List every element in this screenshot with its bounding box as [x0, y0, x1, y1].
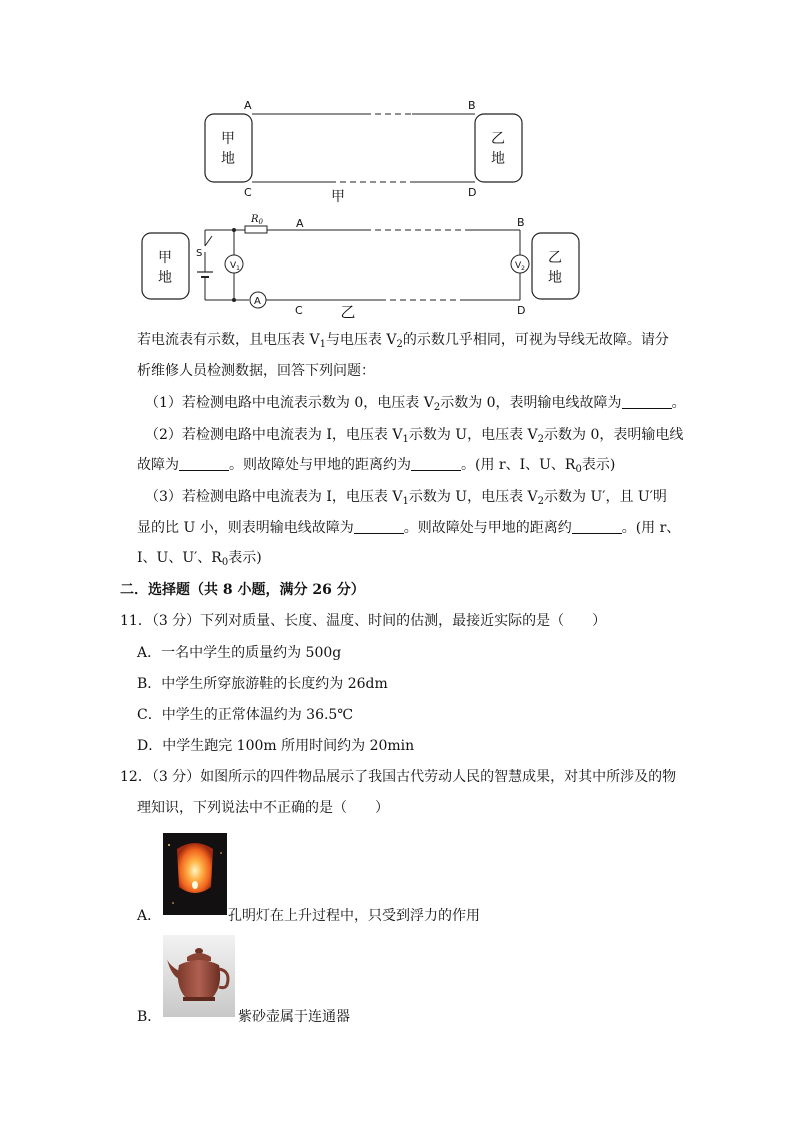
q12-option-a-text[interactable]: 孔明灯在上升过程中，只受到浮力的作用 [228, 908, 480, 924]
figure-yi-caption: 乙 [340, 303, 356, 320]
box-jia-right [475, 114, 522, 182]
box-jia-right-bottom: 地 [491, 151, 505, 167]
label-b: B [468, 99, 476, 112]
teapot-image [163, 935, 235, 1017]
answer-blank[interactable] [179, 456, 229, 471]
q12-option-b-letter[interactable]: B． [137, 1009, 162, 1025]
q11-option-a[interactable]: A．一名中学生的质量约为 500g [137, 645, 342, 661]
circuit-figures [0, 0, 794, 320]
figure-jia-caption: 甲 [331, 189, 345, 205]
junction-top [232, 228, 236, 232]
q11-option-d[interactable]: D．中学生跑完 100m 所用时间约为 20min [137, 738, 415, 754]
r0-resistor [245, 226, 267, 233]
answer-blank[interactable] [572, 519, 622, 534]
box-yi-left-bottom: 地 [158, 270, 172, 286]
box-yi-right-bottom: 地 [548, 270, 562, 286]
question-12-stem-line-2: 理知识，下列说法中不正确的是（ ） [137, 800, 389, 816]
section-heading: 二．选择题（共 8 小题，满分 26 分） [120, 582, 365, 598]
ammeter-label: A [254, 296, 261, 307]
q11-option-b[interactable]: B．中学生所穿旅游鞋的长度约为 26dm [137, 676, 388, 692]
box-jia-left-bottom: 地 [221, 151, 235, 167]
answer-blank[interactable] [411, 456, 461, 471]
v1-meter-label: $V_1$ [230, 261, 240, 272]
question-3-line-3: I、U、U′、$R_0$表示) [137, 550, 262, 568]
question-12-stem-line-1: 12．（3 分）如图所示的四件物品展示了我国古代劳动人民的智慧成果，对其中所涉及的物 [120, 769, 677, 785]
q11-option-c[interactable]: C．中学生的正常体温约为 36.5℃ [137, 707, 353, 723]
paragraph-line-2: 析维修人员检测数据，回答下列问题： [137, 363, 375, 379]
yi-label-a: A [296, 217, 304, 230]
box-jia-left [205, 114, 252, 182]
q12-option-b-text[interactable]: 紫砂壶属于连通器 [238, 1009, 350, 1025]
q12-option-a-letter[interactable]: A． [137, 908, 162, 924]
question-2-line-1: （2）若检测电路中电流表为 I，电压表 $V_1$示数为 U，电压表 $V_2$示数为 0，表明输电线 [145, 427, 684, 445]
box-yi-left-top: 甲 [158, 250, 172, 266]
v2-meter-label: $V_2$ [515, 261, 525, 272]
paragraph-line-1: 若电流表有示数，且电压表 $V_1$与电压表 $V_2$的示数几乎相同，可视为导线无故障。请分 [137, 332, 669, 350]
label-c: C [244, 186, 252, 199]
question-11-stem: 11．（3 分）下列对质量、长度、温度、时间的估测，最接近实际的是（ ） [120, 613, 607, 629]
question-3-line-2: 显的比 U 小，则表明输电线故障为 。则故障处与甲地的距离约 。(用 r、 [137, 520, 681, 536]
box-jia-right-top: 乙 [491, 131, 505, 147]
label-a: A [244, 99, 252, 112]
box-jia-left-top: 甲 [221, 131, 235, 147]
kongming-lantern-image [163, 833, 227, 915]
yi-label-d: D [517, 304, 526, 317]
box-yi-right-top: 乙 [548, 250, 562, 266]
question-3-line-1: （3）若检测电路中电流表为 I，电压表 $V_1$示数为 U，电压表 $V_2$示数为 U′，且 U′明 [145, 489, 667, 507]
junction-bottom [232, 298, 236, 302]
question-2-line-2: 故障为 。则故障处与甲地的距离约为 。(用 r、I、U、$R_0$表示) [137, 457, 616, 475]
label-s: S [196, 248, 203, 259]
yi-label-b: B [517, 216, 525, 229]
answer-blank[interactable] [622, 394, 672, 409]
box-yi-right [532, 233, 579, 299]
box-yi-left [142, 233, 189, 299]
question-1: （1）若检测电路中电流表示数为 0，电压表 $V_2$示数为 0，表明输电线故障为 。 [145, 395, 686, 413]
yi-label-c: C [295, 304, 303, 317]
label-d: D [468, 186, 477, 199]
answer-blank[interactable] [354, 519, 404, 534]
switch-s [205, 236, 212, 246]
r0-label: $R_0$ [251, 214, 263, 226]
